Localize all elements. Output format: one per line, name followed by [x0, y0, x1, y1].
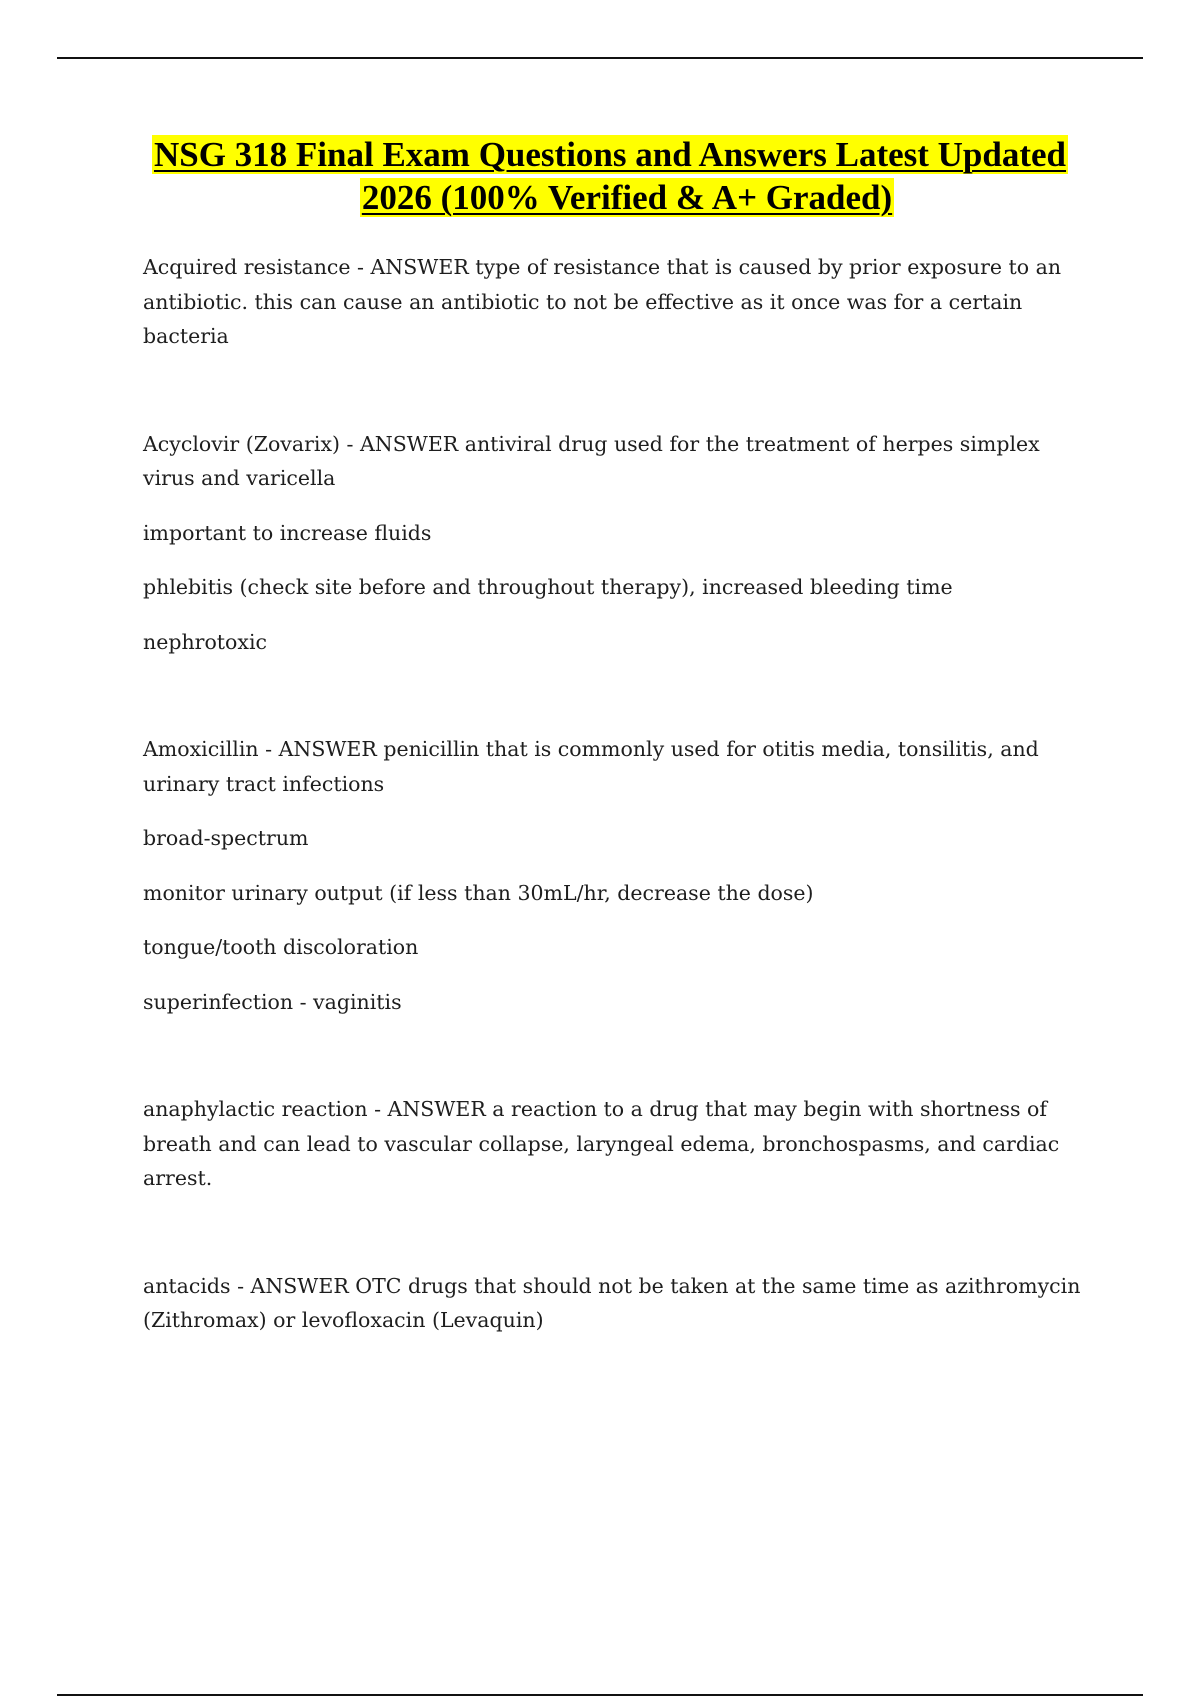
entry-text: Acquired resistance - ANSWER type of resistance that is caused by prior exposure to an antibiotic. this can cause an antibiotic to not be effective as it once was for a certain bacteria: [143, 255, 1062, 348]
entry-text: Amoxicillin - ANSWER penicillin that is commonly used for otitis media, tonsilitis, and urinary tract infections: [143, 737, 1039, 796]
qa-entry-anaphylactic-reaction: [143, 1092, 1093, 1196]
document-body: [143, 250, 1093, 1338]
entry-note: nephrotoxic: [143, 629, 267, 654]
entry-note: important to increase fluids: [143, 520, 432, 545]
document-title: [130, 133, 1090, 219]
title-line-1: NSG 318 Final Exam Questions and Answers Latest Updated: [153, 135, 1067, 174]
entry-note: monitor urinary output (if less than 30mL/hr, decrease the dose): [143, 880, 814, 905]
footer-rule: [57, 1694, 1143, 1696]
entry-text: Acyclovir (Zovarix) - ANSWER antiviral drug used for the treatment of herpes simplex virus and varicella: [143, 431, 1040, 490]
header-rule: [57, 57, 1143, 59]
qa-entry-acquired-resistance: [143, 250, 1093, 354]
entry-text: anaphylactic reaction - ANSWER a reaction to a drug that may begin with shortness of breath and can lead to vascular collapse, laryngeal edema, bronchospasms, and cardiac arrest.: [143, 1097, 1060, 1190]
title-line-2: 2026 (100% Verified & A+ Graded): [361, 178, 893, 217]
qa-entry-amoxicillin: [143, 732, 1093, 1019]
entry-note: broad-spectrum: [143, 826, 309, 850]
qa-entry-antacids: [143, 1269, 1093, 1338]
entry-note: tongue/tooth discoloration: [143, 935, 419, 959]
entry-text: antacids - ANSWER OTC drugs that should not be taken at the same time as azithromycin (Zithromax) or levofloxacin (Levaquin): [143, 1273, 1081, 1332]
qa-entry-acyclovir: [143, 427, 1093, 660]
entry-note: phlebitis (check site before and throughout therapy), increased bleeding time: [143, 575, 953, 599]
entry-note: superinfection - vaginitis: [143, 989, 402, 1014]
